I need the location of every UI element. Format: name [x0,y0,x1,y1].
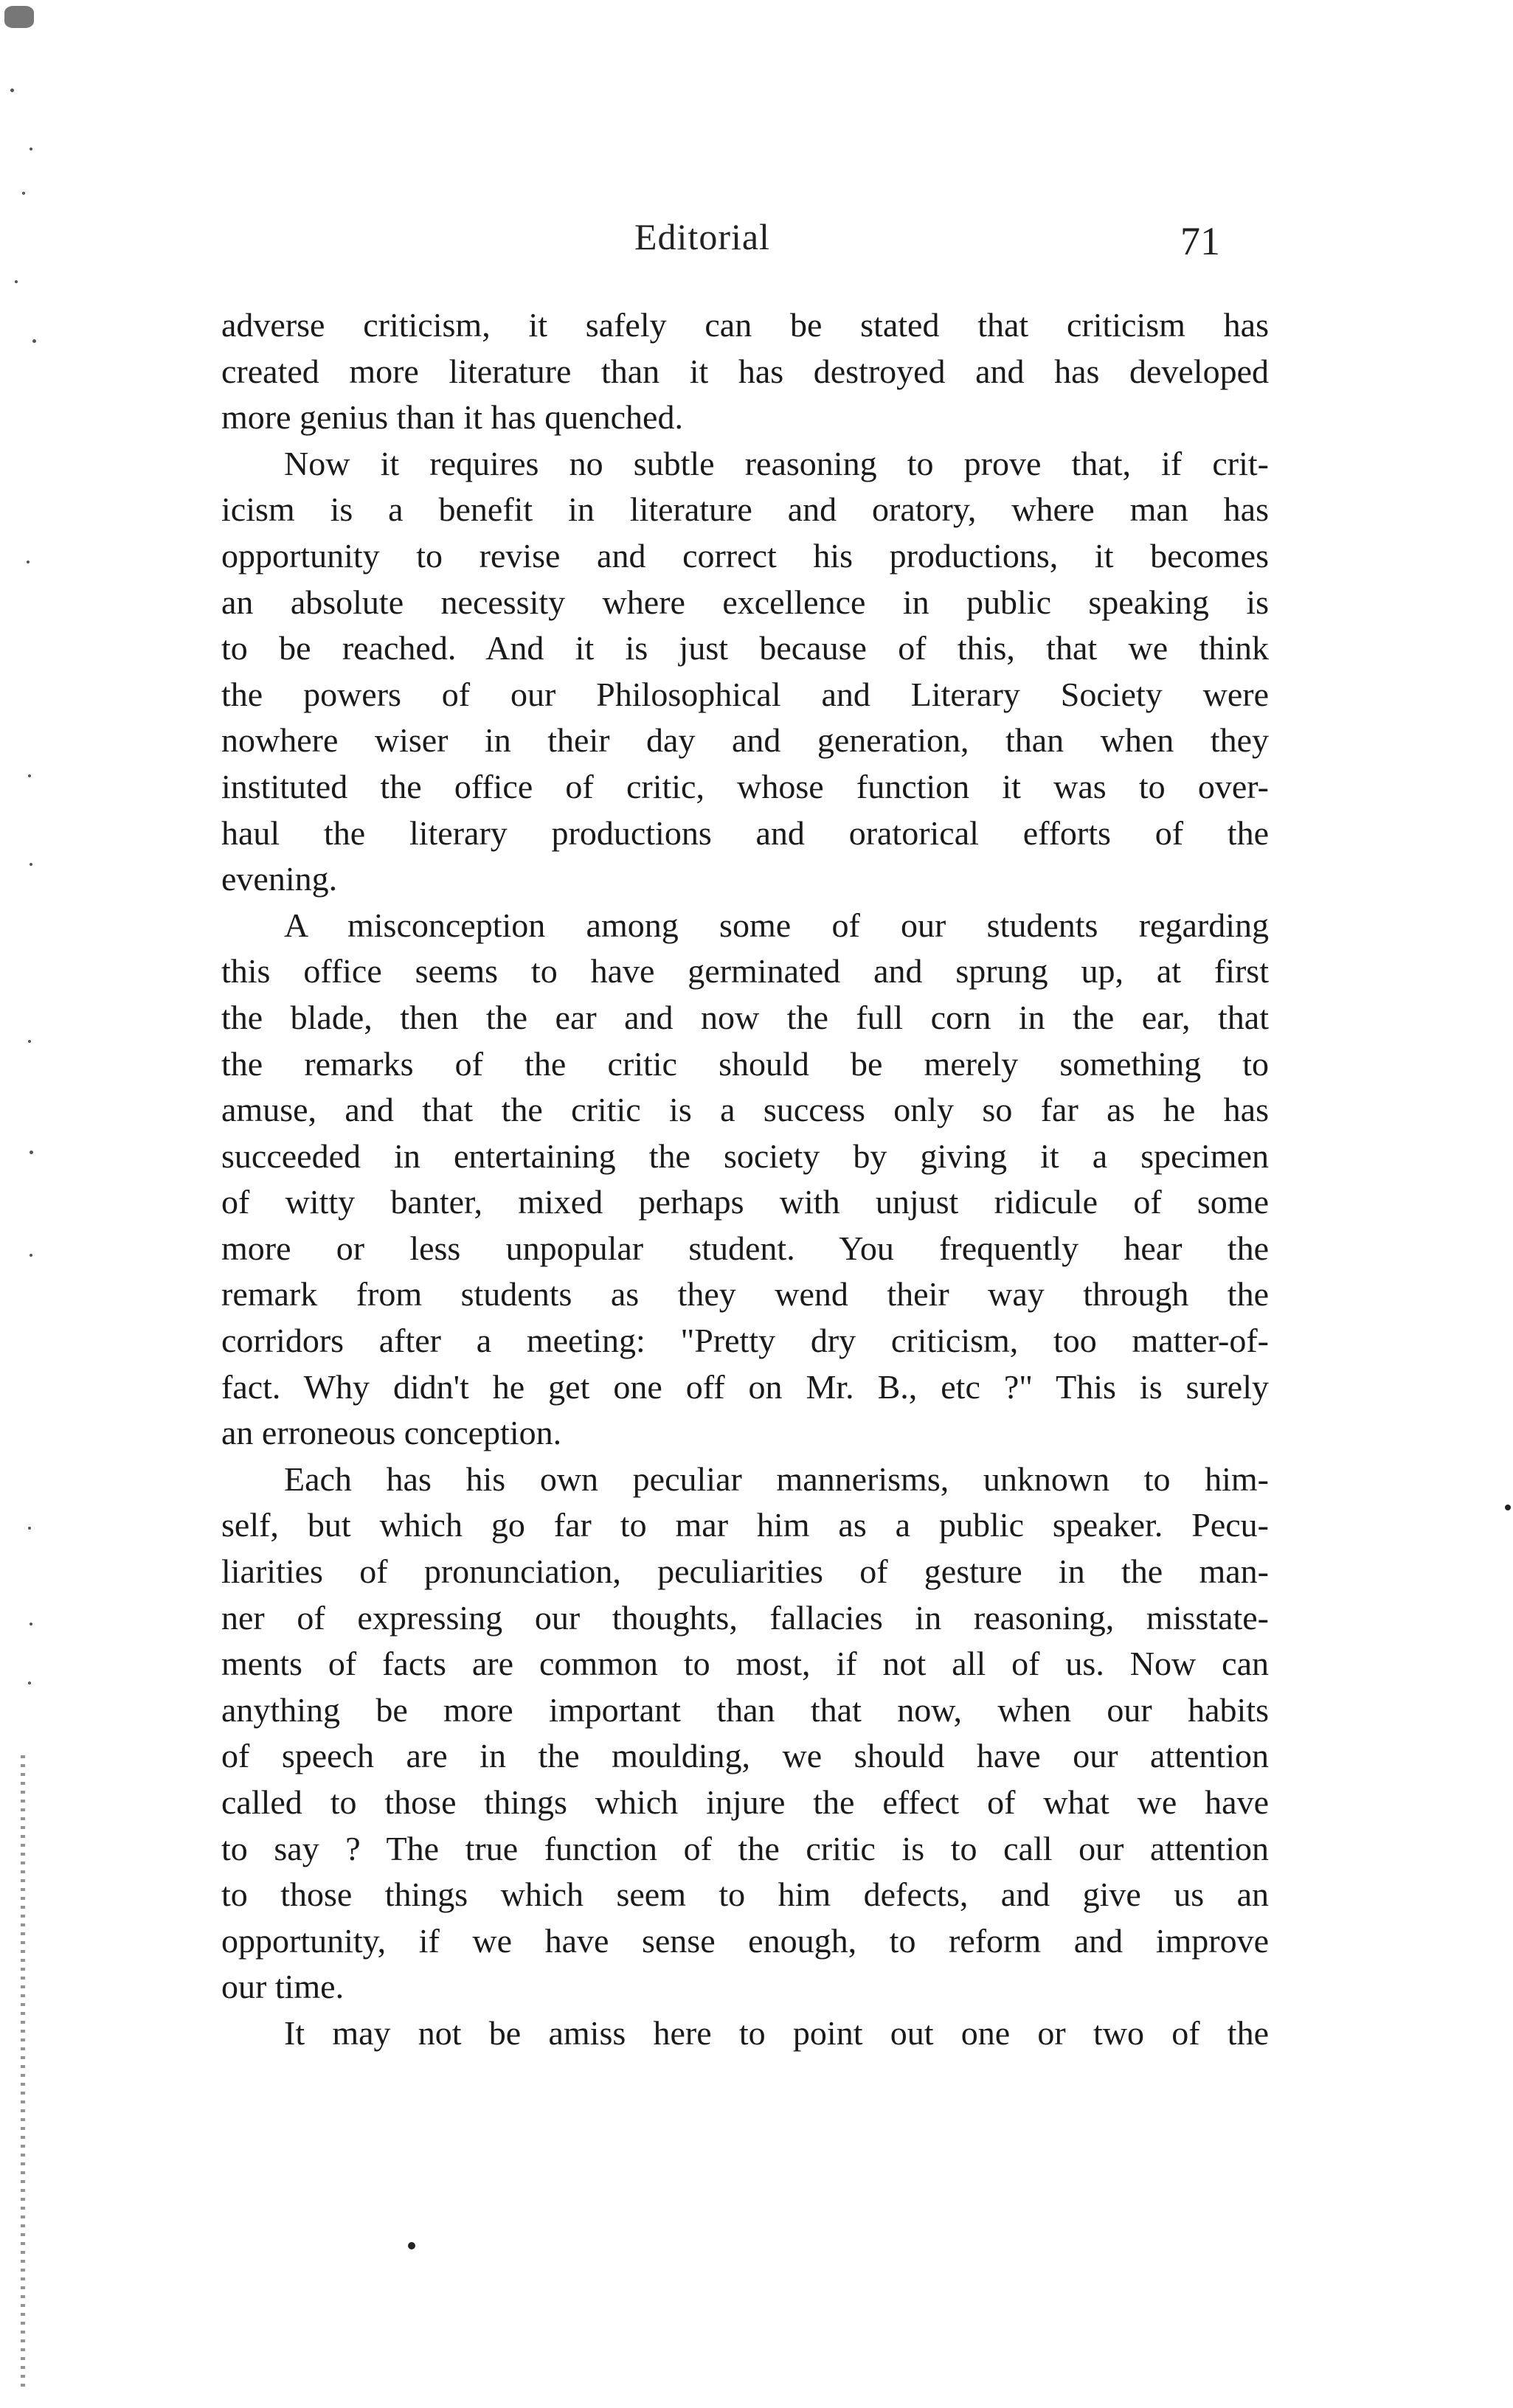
text-line: to say ? The true function of the critic is to call our attention [221,1829,1269,1867]
text-line: instituted the office of critic, whose function it was to over- [221,767,1269,805]
text-line: remark from students as they wend their way through the [221,1275,1269,1314]
text-line: evening. [221,860,338,898]
text-line: self, but which go far to mar him as a public speaker. Pecu- [221,1506,1269,1544]
text-line: called to those things which injure the effect of what we have [221,1783,1269,1821]
text-line: liarities of pronunciation, peculiarities of gesture in the man- [221,1552,1269,1591]
text-line: an erroneous conception. [221,1414,562,1452]
text-line: opportunity to revise and correct his productions, it becomes [221,536,1269,575]
text-line: the blade, then the ear and now the full corn in the ear, that [221,998,1269,1036]
text-line: of witty banter, mixed perhaps with unjust ridicule of some [221,1183,1269,1221]
left-margin-specks [0,0,66,2408]
text-line: the remarks of the critic should be merely something to [221,1044,1269,1083]
text-line: our time. [221,1968,345,2006]
text-line: of speech are in the moulding, we should have our attention [221,1737,1269,1775]
text-line: more or less unpopular student. You frequently hear the [221,1229,1269,1267]
text-line: corridors after a meeting: "Pretty dry criticism, too matter-of- [221,1322,1269,1360]
text-line: more genius than it has quenched. [221,398,683,437]
text-line: ner of expressing our thoughts, fallacies in reasoning, misstate- [221,1598,1269,1637]
text-line: to those things which seem to him defects, and give us an [221,1876,1269,1914]
text-line: icism is a benefit in literature and oratory, where man has [221,490,1269,529]
text-line: to be reached. And it is just because of this, that we think [221,629,1269,667]
body-text [221,302,1269,2057]
text-line: haul the literary productions and oratorical efforts of the [221,813,1269,852]
text-line: succeeded in entertaining the society by giving it a specimen [221,1137,1269,1175]
text-line: Now it requires no subtle reasoning to prove that, if crit- [284,444,1269,482]
text-line: the powers of our Philosophical and Literary Society were [221,675,1269,713]
text-line: this office seems to have germinated and sprung up, at first [221,952,1269,990]
text-line: A misconception among some of our students regarding [284,906,1269,944]
text-line: It may not be amiss here to point out one or two of the [284,2013,1269,2052]
text-line: opportunity, if we have sense enough, to reform and improve [221,1921,1269,1960]
text-line: an absolute necessity where excellence in public speaking is [221,583,1269,621]
text-line: Each has his own peculiar mannerisms, unknown to him- [284,1460,1269,1498]
running-head: Editorial [634,216,770,257]
text-line: anything be more important than that now, when our habits [221,1690,1269,1729]
text-line: ments of facts are common to most, if not all of us. Now can [221,1645,1269,1683]
stray-ink-mark [1505,1505,1511,1510]
stray-ink-mark [408,2242,415,2249]
text-line: amuse, and that the critic is a success only so far as he has [221,1091,1269,1129]
text-line: created more literature than it has destroyed and has developed [221,352,1269,390]
text-line: fact. Why didn't he get one off on Mr. B., etc ?" This is surely [221,1367,1269,1406]
text-line: adverse criticism, it safely can be stated that criticism has [221,306,1269,344]
page-number: 71 [1180,219,1220,263]
text-line: nowhere wiser in their day and generation, than when they [221,721,1269,760]
binding-edge-marks [21,1755,25,2390]
